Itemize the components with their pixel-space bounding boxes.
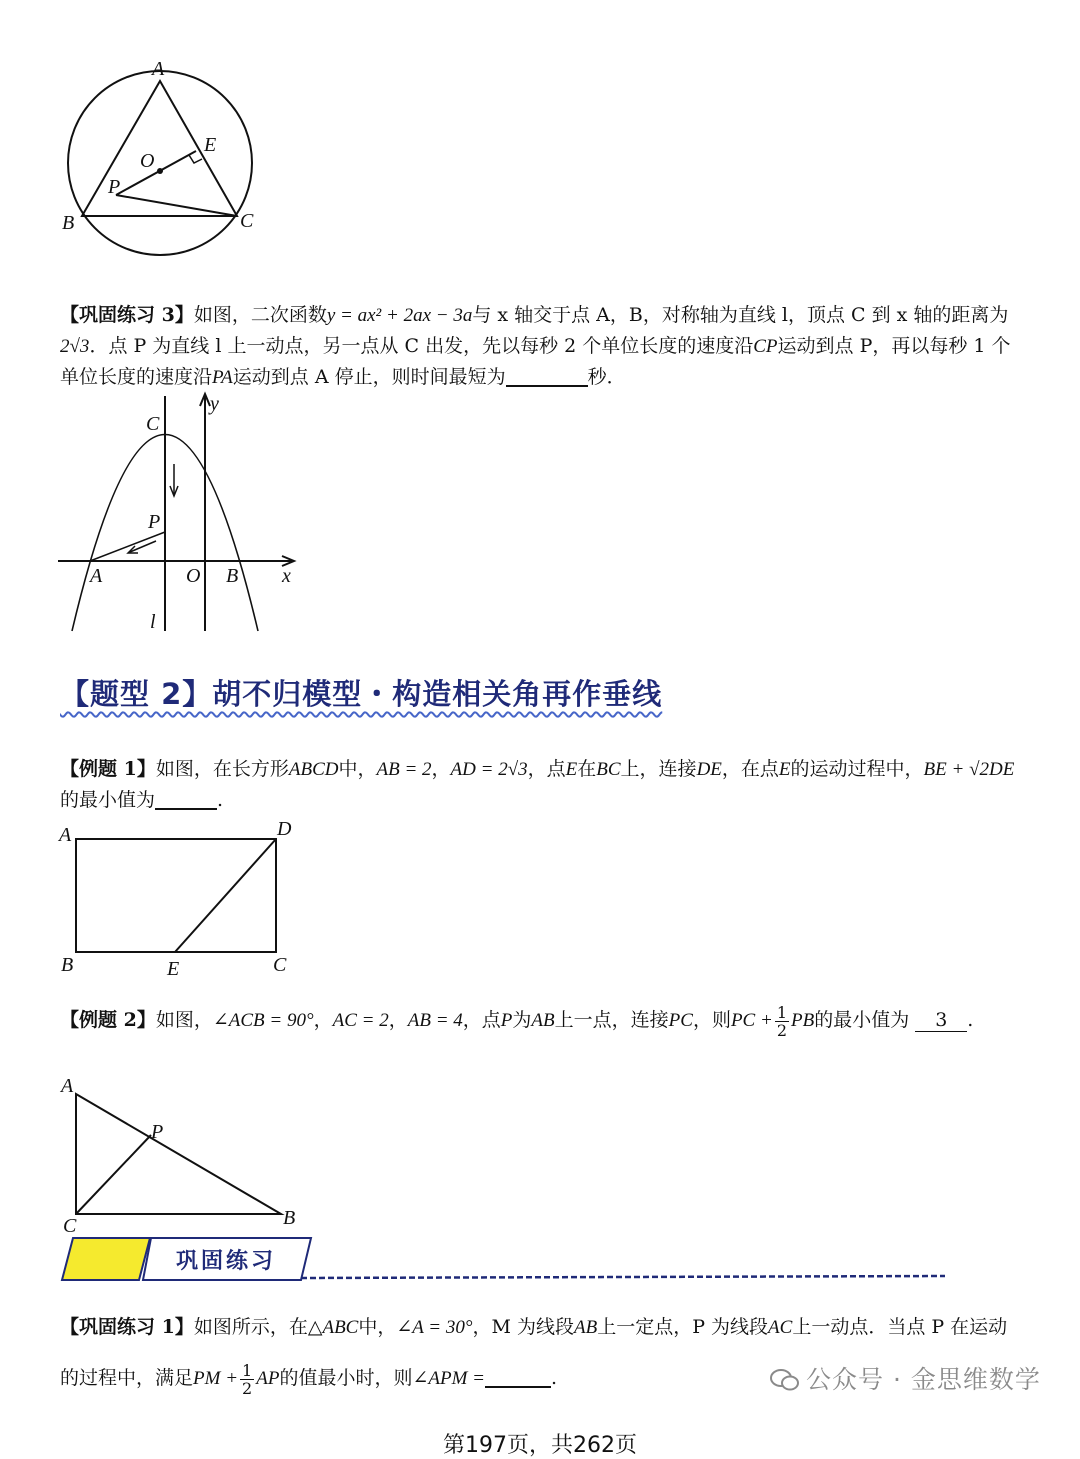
page-footer: 第197页，共262页 <box>443 1433 637 1458</box>
banner-dashed-rule <box>301 1276 945 1278</box>
exercise-3-tag: 【巩固练习 3】 <box>60 304 194 326</box>
section-heading: 【题型 2】胡不归模型・构造相关角再作垂线 <box>60 677 663 711</box>
segment-pc <box>76 1135 151 1214</box>
label-a: A <box>61 1075 74 1097</box>
banner-yellow-block <box>62 1238 150 1280</box>
wechat-icon <box>770 1368 800 1392</box>
circumcircle <box>68 71 252 255</box>
rectangle-abcd <box>76 839 276 952</box>
fraction-half: $\frac{1}{2}$ <box>242 1360 253 1398</box>
segment-pc <box>116 195 237 216</box>
answer-blank[interactable] <box>485 1366 551 1388</box>
exercise-1-tag: 【巩固练习 1】 <box>60 1316 194 1338</box>
example-1: 【例题 1】如图，在长方形ABCD中，AB = 2，AD = 2√3，点E在BC上，连接DE，在点E的运动过程中，BE + √2DE的最小值为 . <box>60 758 1015 811</box>
exercise-3: 【巩固练习 3】如图，二次函数y = ax² + 2ax − 3a与 x 轴交于点 A，B，对称轴为直线 l，顶点 C 到 x 轴的距离为2√3．点 P 为直线 l 上一动点，另一点从 C 出发，先以每秒 2 个单位长度的速度沿CP运动到点 P，再以每秒 1 个单位长度的速度沿PA运动到点 A 停止，则时间最短为 秒． <box>60 304 1011 388</box>
segment-pa <box>90 532 165 561</box>
label-p: P <box>108 176 121 198</box>
label-b: B <box>61 954 74 976</box>
center-dot <box>157 168 163 174</box>
circle-triangle-figure <box>52 55 292 275</box>
parabola-figure <box>50 388 310 638</box>
label-e: E <box>167 958 180 980</box>
label-p: P <box>148 511 161 533</box>
right-angle-mark <box>189 155 202 163</box>
segment-de <box>175 839 276 952</box>
answer-value: 3 <box>915 1009 967 1032</box>
vertex-distance: 2√3 <box>60 336 90 357</box>
min-expression: BE + √2DE <box>923 759 1015 780</box>
label-b: B <box>62 212 75 234</box>
label-c: C <box>240 210 254 232</box>
label-a: A <box>90 565 103 587</box>
answer-blank[interactable] <box>155 788 217 810</box>
label-b: B <box>226 565 239 587</box>
triangle-figure <box>55 1072 315 1242</box>
label-d: D <box>277 818 292 840</box>
wechat-watermark: 公众号 · 金思维数学 <box>770 1360 1041 1396</box>
label-b: B <box>283 1207 296 1229</box>
answer-blank[interactable] <box>506 365 588 387</box>
example-2: 【例题 2】如图，∠ACB = 90°，AC = 2，AB = 4，点P为AB上一点，连接PC，则PC + $\frac{1}{2}$ PB的最小值为 3 . <box>60 1002 974 1040</box>
label-l: l <box>150 611 156 633</box>
fraction-half: $\frac{1}{2}$ <box>776 1002 787 1040</box>
exercise-1: 【巩固练习 1】如图所示，在△ABC中，∠A = 30°，M 为线段AB上一定点，P 为线段AC上一动点．当点 P 在运动的过程中，满足PM + $\frac{1}{2}$ AP的值最小时，则∠APM = . <box>60 1316 1008 1398</box>
segment-pe <box>116 151 196 195</box>
example-2-tag: 【例题 2】 <box>60 1009 156 1031</box>
label-c: C <box>146 413 160 435</box>
label-c: C <box>273 954 287 976</box>
quadratic-formula: y = ax² + 2ax − 3a <box>326 305 473 326</box>
label-c: C <box>63 1215 77 1237</box>
label-p: P <box>151 1121 164 1143</box>
label-x: x <box>282 565 291 587</box>
label-y: y <box>210 393 219 415</box>
example-1-tag: 【例题 1】 <box>60 758 156 780</box>
label-a: A <box>152 58 165 80</box>
rectangle-figure <box>55 815 315 985</box>
label-o: O <box>140 150 155 172</box>
label-o: O <box>186 565 201 587</box>
banner-label: 巩固练习 <box>175 1248 276 1274</box>
label-e: E <box>204 134 217 156</box>
label-a: A <box>59 824 72 846</box>
triangle-acb <box>76 1094 281 1214</box>
